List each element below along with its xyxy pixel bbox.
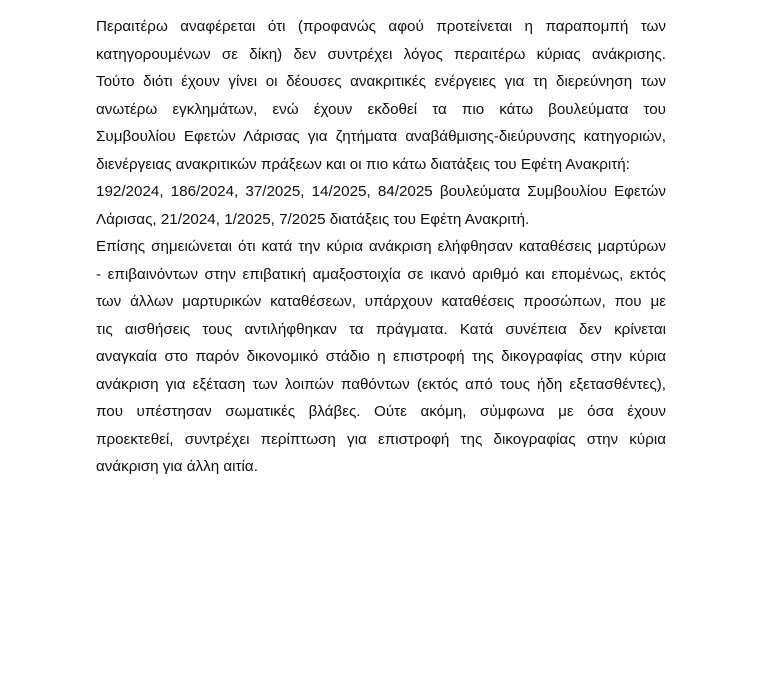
text-line-4: ανωτέρω εγκλημάτων, ενώ έχουν εκδοθεί τα πιο κάτω βουλεύματα του [96,100,666,118]
text-line-17: ανάκριση για άλλη αιτία. [96,458,258,475]
text-line-11: των άλλων μαρτυρικών καταθέσεων, υπάρχουν καταθέσεις προσώπων, που με [96,293,666,310]
text-line-6: διενέργειας ανακριτικών πράξεων και οι πιο κάτω διατάξεις του Εφέτη Ανακριτή: [96,155,630,173]
text-line-3: Τούτο διότι έχουν γίνει οι δέουσες ανακριτικές ενέργειες για τη διερεύνηση των [96,73,666,90]
text-line-1: Περαιτέρω αναφέρεται ότι (προφανώς αφού προτείνεται η παραπομπή των [96,18,666,35]
text-line-12: τις αισθήσεις τους αντιλήφθηκαν τα πράγματα. Κατά συνέπεια δεν κρίνεται [96,320,666,338]
text-line-16: προεκτεθεί, συντρέχει περίπτωση για επιστροφή της δικογραφίας στην κύρια [96,430,666,448]
text-line-5: Συμβουλίου Εφετών Λάρισας για ζητήματα αναβάθμισης-διεύρυνσης κατηγοριών, [96,128,666,145]
text-line-7: 192/2024, 186/2024, 37/2025, 14/2025, 84/2025 βουλεύματα Συμβουλίου Εφετών [96,183,666,200]
text-line-13: αναγκαία στο παρόν δικονομικό στάδιο η επιστροφή της δικογραφίας στην κύρια [96,348,666,365]
body-text [96,13,666,481]
text-line-10: - επιβαινόντων στην επιβατική αμαξοστοιχία σε ικανό αριθμό και επομένως, εκτός [96,265,666,283]
text-line-8: Λάρισας, 21/2024, 1/2025, 7/2025 διατάξεις του Εφέτη Ανακριτή. [96,210,530,228]
text-line-2: κατηγορουμένων σε δίκη) δεν συντρέχει λόγος περαιτέρω κύριας ανάκρισης. [96,45,666,63]
text-line-9: Επίσης σημειώνεται ότι κατά την κύρια ανάκριση ελήφθησαν καταθέσεις μαρτύρων [96,238,666,255]
text-line-15: που υπέστησαν σωματικές βλάβες. Ούτε ακόμη, σύμφωνα με όσα έχουν [96,403,666,420]
text-line-14: ανάκριση για εξέταση των λοιπών παθόντων (εκτός από τους ήδη εξετασθέντες), [96,375,666,393]
